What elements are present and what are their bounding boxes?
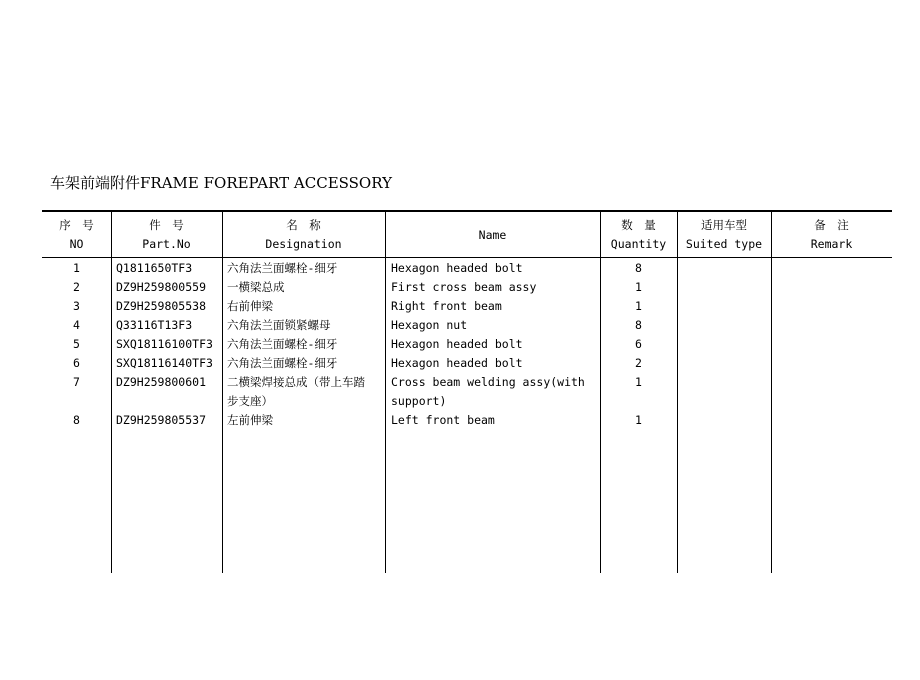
- row-no: 6: [73, 356, 80, 370]
- row-quantity: 1: [635, 413, 642, 427]
- row-part-no: SXQ18116140TF3: [116, 356, 213, 370]
- row-no: 3: [73, 299, 80, 313]
- row-no: 4: [73, 318, 80, 332]
- row-part-no: DZ9H259805537: [116, 413, 207, 427]
- column-divider: [771, 212, 772, 573]
- row-quantity: 1: [635, 375, 642, 389]
- row-no: 5: [73, 337, 80, 351]
- header-quantity-cn: 数 量: [621, 218, 656, 232]
- row-designation: 六角法兰面螺栓-细牙: [227, 356, 338, 370]
- row-designation: 一横梁总成: [227, 280, 285, 294]
- header-quantity-en: Quantity: [610, 237, 667, 251]
- column-divider: [222, 212, 223, 573]
- header-suited-cn: 适用车型: [701, 218, 747, 232]
- row-quantity: 6: [635, 337, 642, 351]
- row-name: Cross beam welding assy(with: [391, 375, 585, 389]
- row-name: Left front beam: [391, 413, 495, 427]
- page-title: 车架前端附件FRAME FOREPART ACCESSORY: [50, 174, 392, 192]
- row-no: 2: [73, 280, 80, 294]
- row-designation: 二横梁焊接总成（带上车踏: [227, 375, 365, 389]
- row-name: Right front beam: [391, 299, 502, 313]
- row-designation-continued: 步支座）: [227, 394, 273, 408]
- row-no: 8: [73, 413, 80, 427]
- row-designation: 左前伸梁: [227, 413, 273, 427]
- row-designation: 六角法兰面螺栓-细牙: [227, 261, 338, 275]
- row-designation: 六角法兰面锁紧螺母: [227, 318, 331, 332]
- header-no-cn: 序 号: [59, 218, 94, 232]
- row-quantity: 8: [635, 318, 642, 332]
- row-part-no: Q1811650TF3: [116, 261, 193, 275]
- row-quantity: 1: [635, 299, 642, 313]
- row-quantity: 8: [635, 261, 642, 275]
- header-name: Name: [478, 228, 507, 242]
- row-part-no: SXQ18116100TF3: [116, 337, 213, 351]
- table-top-rule: [42, 210, 892, 212]
- header-designation-cn: 名 称: [286, 218, 321, 232]
- column-divider: [677, 212, 678, 573]
- row-name-continued: support): [391, 394, 447, 408]
- header-designation-en: Designation: [265, 237, 342, 251]
- row-name: Hexagon nut: [391, 318, 468, 332]
- row-name: Hexagon headed bolt: [391, 356, 523, 370]
- row-part-no: DZ9H259800601: [116, 375, 207, 389]
- header-remark-en: Remark: [810, 237, 853, 251]
- row-no: 7: [73, 375, 80, 389]
- row-quantity: 2: [635, 356, 642, 370]
- row-name: First cross beam assy: [391, 280, 537, 294]
- header-remark-cn: 备 注: [814, 218, 849, 232]
- row-part-no: DZ9H259800559: [116, 280, 207, 294]
- row-name: Hexagon headed bolt: [391, 337, 523, 351]
- column-divider: [111, 212, 112, 573]
- row-part-no: DZ9H259805538: [116, 299, 207, 313]
- row-designation: 六角法兰面螺栓-细牙: [227, 337, 338, 351]
- row-quantity: 1: [635, 280, 642, 294]
- header-part-cn: 件 号: [149, 218, 184, 232]
- header-no-en: NO: [69, 237, 84, 251]
- row-name: Hexagon headed bolt: [391, 261, 523, 275]
- header-suited-en: Suited type: [685, 237, 763, 251]
- row-designation: 右前伸梁: [227, 299, 273, 313]
- row-part-no: Q33116T13F3: [116, 318, 193, 332]
- row-no: 1: [73, 261, 80, 275]
- table-header-rule: [42, 257, 892, 258]
- header-part-en: Part.No: [142, 237, 191, 251]
- column-divider: [385, 212, 386, 573]
